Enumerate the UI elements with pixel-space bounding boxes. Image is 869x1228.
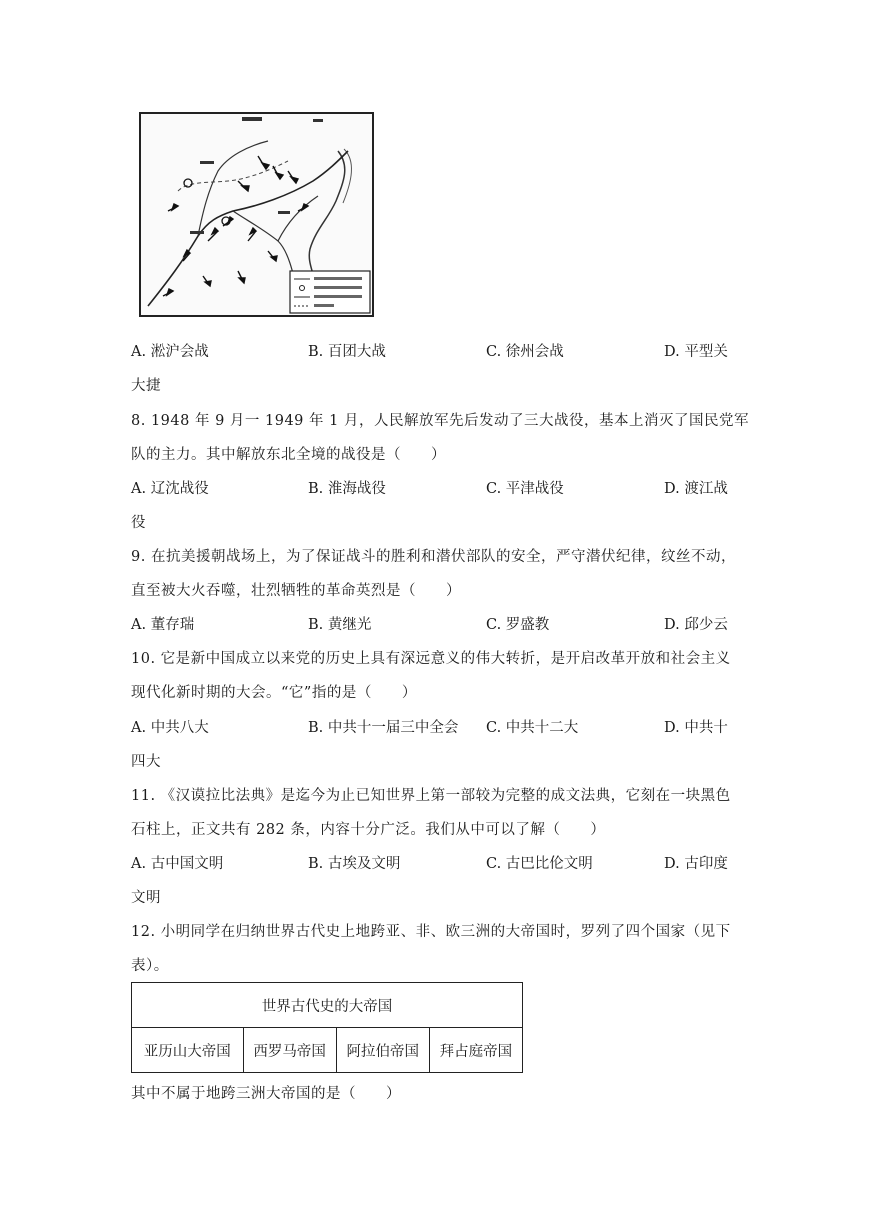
q12-stem-line1: 12. 小明同学在归纳世界古代史上地跨亚、非、欧三洲的大帝国时，罗列了四个国家（见下 — [131, 924, 731, 940]
q10-option-b[interactable]: B. 中共十一届三中全会 — [308, 720, 459, 736]
q10-option-a[interactable]: A. 中共八大 — [131, 720, 209, 736]
q8-stem-line1: 8. 1948 年 9 月一 1949 年 1 月，人民解放军先后发动了三大战役，基本上消灭了国民党军 — [131, 413, 749, 429]
q8-option-d[interactable]: D. 渡江战 — [664, 481, 728, 497]
q9-option-c[interactable]: C. 罗盛教 — [486, 617, 550, 633]
q9-option-a[interactable]: A. 董存瑞 — [131, 617, 195, 633]
empire-cell-1: 亚历山大帝国 — [132, 1028, 244, 1073]
empire-cell-3: 阿拉伯帝国 — [336, 1028, 429, 1073]
q8-option-b[interactable]: B. 淮海战役 — [308, 481, 386, 497]
empire-cell-2: 西罗马帝国 — [243, 1028, 336, 1073]
q11-option-d[interactable]: D. 古印度 — [664, 856, 728, 872]
q11-option-a[interactable]: A. 古中国文明 — [131, 856, 224, 872]
empire-cell-4: 拜占庭帝国 — [429, 1028, 522, 1073]
q11-option-c[interactable]: C. 古巴比伦文明 — [486, 856, 593, 872]
q11-option-b[interactable]: B. 古埃及文明 — [308, 856, 401, 872]
q8-option-c[interactable]: C. 平津战役 — [486, 481, 564, 497]
empire-table-header: 世界古代史的大帝国 — [132, 983, 523, 1028]
q8-option-a[interactable]: A. 辽沈战役 — [131, 481, 209, 497]
q12-stem-line2: 表）。 — [131, 958, 169, 974]
q10-stem-line1: 10. 它是新中国成立以来党的历史上具有深远意义的伟大转折，是开启改革开放和社会主义 — [131, 651, 731, 667]
q8-option-d-wrap: 役 — [131, 515, 146, 531]
battle-map-figure — [138, 111, 375, 318]
q7-option-c[interactable]: C. 徐州会战 — [486, 344, 564, 360]
q10-stem-line2: 现代化新时期的大会。“它”指的是（ ） — [131, 685, 417, 701]
q7-option-d[interactable]: D. 平型关 — [664, 344, 728, 360]
q7-option-b[interactable]: B. 百团大战 — [308, 344, 386, 360]
q9-option-d[interactable]: D. 邱少云 — [664, 617, 728, 633]
q10-option-d[interactable]: D. 中共十 — [664, 720, 728, 736]
q12-question: 其中不属于地跨三洲大帝国的是（ ） — [131, 1086, 401, 1102]
q11-stem-line1: 11. 《汉谟拉比法典》是迄今为止已知世界上第一部较为完整的成文法典，它刻在一块黑色 — [131, 788, 731, 804]
q10-option-d-wrap: 四大 — [131, 754, 161, 770]
q10-option-c[interactable]: C. 中共十二大 — [486, 720, 579, 736]
q9-stem-line2: 直至被大火吞噬，壮烈牺牲的革命英烈是（ ） — [131, 583, 461, 599]
q9-option-b[interactable]: B. 黄继光 — [308, 617, 372, 633]
q7-option-a[interactable]: A. 淞沪会战 — [131, 344, 209, 360]
q8-stem-line2: 队的主力。其中解放东北全境的战役是（ ） — [131, 447, 446, 463]
empire-table — [131, 982, 523, 1073]
q11-option-d-wrap: 文明 — [131, 890, 161, 906]
q9-stem-line1: 9. 在抗美援朝战场上，为了保证战斗的胜利和潜伏部队的安全，严守潜伏纪律，纹丝不动， — [131, 549, 736, 565]
q7-option-d-wrap: 大捷 — [131, 378, 161, 394]
q11-stem-line2: 石柱上，正文共有 282 条，内容十分广泛。我们从中可以了解（ ） — [131, 822, 606, 838]
